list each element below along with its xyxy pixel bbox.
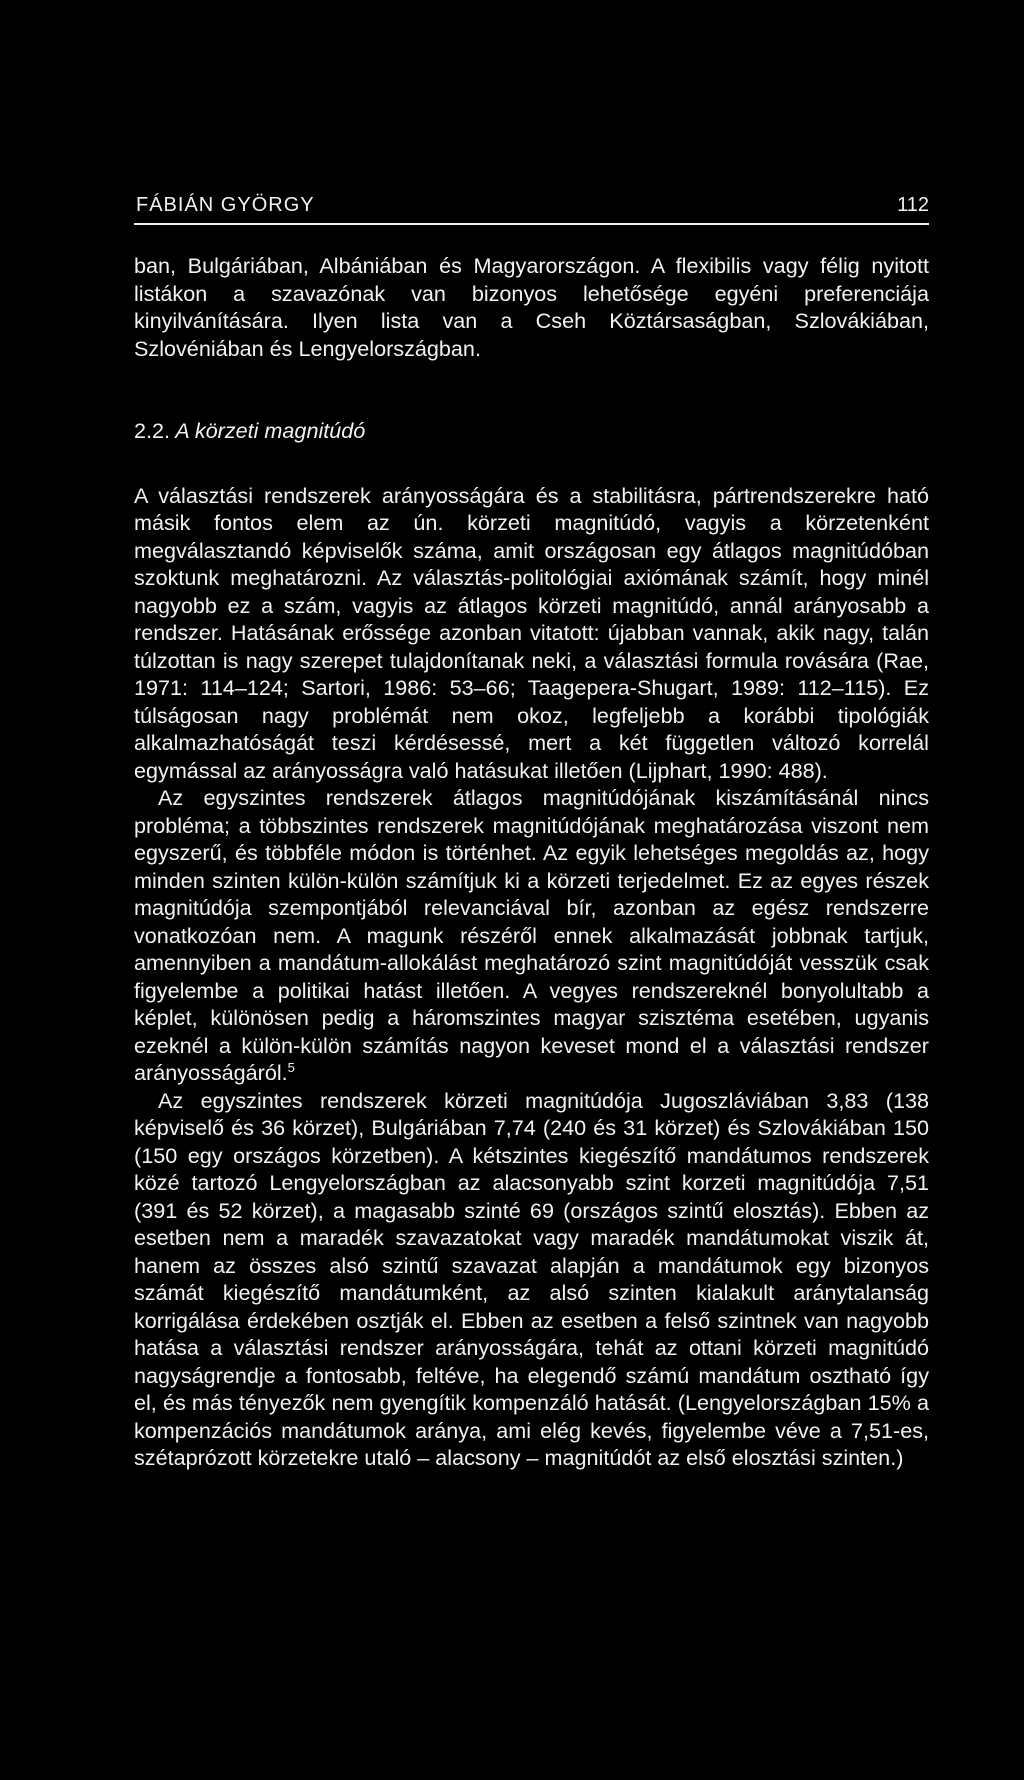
footnote-marker: 5	[287, 1059, 295, 1075]
book-page	[134, 190, 929, 1470]
section-number: 2.2.	[134, 418, 171, 443]
paragraph-2: A választási rendszerek arányosságára és a stabilitásra, pártrendszerekre ható másik fontos elem az ún. körzeti magnitúdó, vagyis a körzetenként megválasztandó képviselők száma, amit országosan egy átlagos magnitúdóban szoktunk meghatározni. Az választás-politológiai axiómának számít, hogy minél nagyobb ez a szám, vagyis az átlagos körzeti magnitúdó, annál arányosabb a rendszer. Hatásának erőssége azonban vitatott: újabban vannak, akik nagy, talán túlzottan is nagy szerepet tulajdonítanak neki, a választási formula rovására (Rae, 1971: 114–124; Sartori, 1986: 53–66; Taagepera-Shugart, 1989: 112–115). Ez túlságosan nagy problémát nem okoz, legfeljebb a korábbi tipológiák alkalmazhatóságát teszi kérdésessé, mert a két független változó korrelál egymással az arányosságra való hatásukat illetően (Lijphart, 1990: 488).	[134, 482, 929, 783]
section-title: A körzeti magnitúdó	[175, 418, 366, 443]
header-page-number: 112	[897, 194, 929, 216]
paragraph-3-text: Az egyszintes rendszerek átlagos magnitúdójának kiszámításánál nincs probléma; a többszintes rendszerek magnitúdójának meghatározása viszont nem egyszerű, és többféle módon is történhet. Az egyik lehetséges megoldás az, hogy minden szinten külön-külön számítjuk ki a körzeti terjedelmet. Ez az egyes részek magnitúdója szempontjából relevanciával bír, azonban az egész rendszerre vonatkozóan nem. A magunk részéről ennek alkalmazását jobbnak tartjuk, amennyiben a mandátum-allokálást meghatározó szint magnitúdóját vesszük csak figyelembe a politikai hatást illetően. A vegyes rendszereknél bonyolultabb a képlet, különösen pedig a háromszintes magyar szisztéma esetében, ugyanis ezeknél a külön-külön számítás nagyon keveset mond el a választási rendszer arányosságáról.	[134, 785, 929, 1085]
paragraph-3	[134, 784, 929, 1087]
paragraph-1: ban, Bulgáriában, Albániában és Magyarországon. A flexibilis vagy félig nyitott listákon a szavazónak van bizonyos lehetősége egyéni preferenciája kinyilvánítására. Ilyen lista van a Cseh Köztársaságban, Szlovákiában, Szlovéniában és Lengyelországban.	[134, 253, 929, 361]
header-rule	[134, 223, 929, 225]
paragraph-4: Az egyszintes rendszerek körzeti magnitúdója Jugoszláviában 3,83 (138 képviselő és 36 körzet), Bulgáriában 7,74 (240 és 31 körzet) és Szlovákiában 150 (150 egy országos körzetben). A kétszintes kiegészítő mandátumos rendszerek közé tartozó Lengyelországban az alacsonyabb szint korzeti magnitúdója 7,51 (391 és 52 körzet), a magasabb szinté 69 (országos szintű elosztás). Ebben az esetben nem a maradék szavazatokat vagy maradék mandátumokat viszik át, hanem az összes alsó szintű szavazat alapján a mandátumok egy bizonyos számát kiegészítő mandátumként, az alsó szinten kialakult aránytalanság korrigálása érdekében osztják el. Ebben az esetben a felső szintnek van nagyobb hatása a választási rendszer arányosságára, tehát az ottani körzeti magnitúdó nagyságrendje a fontosabb, feltéve, ha elegendő számú mandátum osztható így el, és más tényezők nem gyengítik kompenzáló hatását. (Lengyelországban 15% a kompenzációs mandátumok aránya, ami elég kevés, figyelembe véve a 7,51-es, szétaprózott körzetekre utaló – alacsony – magnitúdót az első elosztási szinten.)	[134, 1087, 929, 1470]
header-author: FÁBIÁN GYÖRGY	[136, 194, 315, 216]
body-text	[134, 252, 929, 1472]
running-header	[134, 190, 929, 220]
section-heading	[134, 417, 929, 445]
